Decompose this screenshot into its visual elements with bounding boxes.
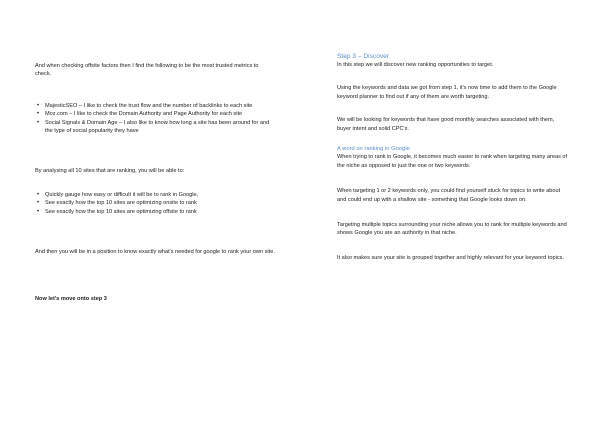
analysis-intro: By analysing all 10 sites that are ranking, you will be able to: [35,168,185,175]
list-item: • Social Signals & Domain Age – I also like to know how long a site has been around for and the type of social popularity they have [35,119,275,136]
paragraph: We will be looking for keywords that have good monthly searches associated with them, buyer intent and solid CPC's. [337,117,555,132]
paragraph: Using the keywords and data we got from step 1, it's now time to add them to the Google keyword planner to find out if any of them are worth targeting. [337,85,557,100]
list-item: • MajesticSEO – I like to check the trust flow and the number of backlinks to each site [35,102,275,110]
subheading: A word on ranking in Google [337,146,410,153]
offsite-intro: And when checking offsite factors then I find the following to be the most trusted metrics to check. [35,63,259,78]
paragraph: When targeting 1 or 2 keywords only, you could find yourself stuck for topics to write about and could end up with a shallow site - something that Google looks down on. [337,188,561,203]
paragraph: In this step we will discover new ranking opportunities to target. [337,62,494,68]
outcome-paragraph: And then you will be in a position to know exactly what's needed for google to rank your own site. [35,249,275,256]
list-item: • See exactly how the top 10 sites are optimizing onsite to rank [35,199,275,207]
list-item: • Moz.com – I like to check the Domain Authority and Page Authority for each site [35,110,275,118]
left-column [35,62,275,304]
paragraph: Targeting multiple topics surrounding your niche allows you to rank for multiple keywords and shows Google you are an authority in that niche. [337,222,567,237]
paragraph: It also makes sure your site is grouped together and highly relevant for your keyword topics. [337,254,564,261]
next-step-heading: Now let's move onto step 3 [35,296,107,303]
metrics-list [35,102,275,136]
paragraph: When trying to rank in Google, it becomes much easier to rank when targeting many areas of the niche as opposed to just the one or two keywords. [337,154,568,169]
list-item: • See exactly how the top 10 sites are optimizing offsite to rank [35,208,275,216]
step-heading: Step 3 – Discover [337,53,390,60]
list-item: • Quickly gauge how easy or difficult it will be to rank in Google, [35,191,275,199]
right-column [337,52,569,262]
abilities-list [35,191,275,216]
